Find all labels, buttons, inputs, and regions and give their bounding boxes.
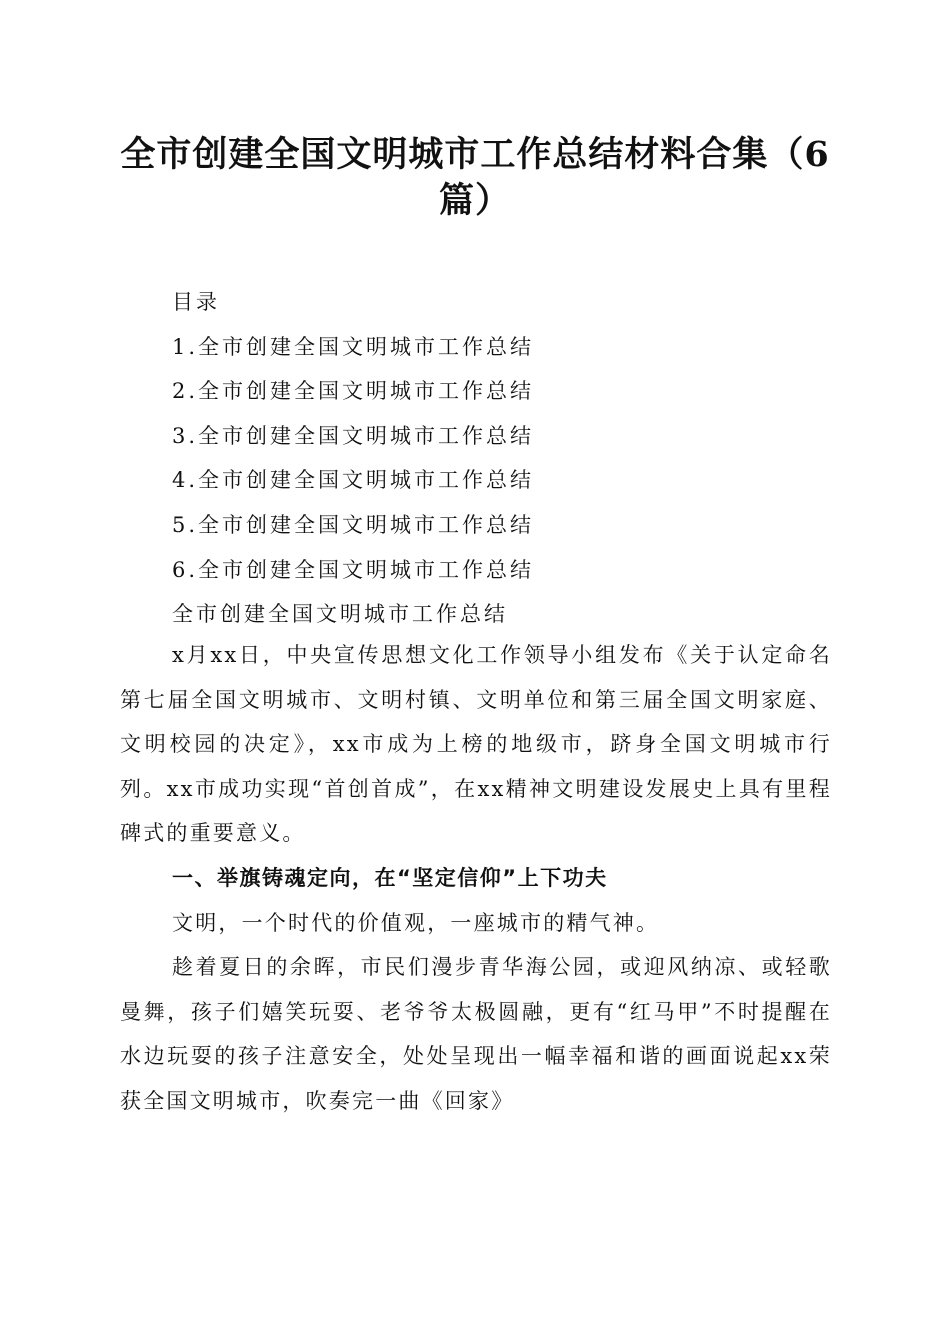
- body-paragraph: 文明，一个时代的价值观，一座城市的精气神。: [172, 910, 660, 935]
- toc-item: 4.全市创建全国文明城市工作总结: [172, 468, 535, 493]
- body-paragraph: x月xx日，中央宣传思想文化工作领导小组发布《关于认定命名第七届全国文明城市、文明村镇、文明单位和第三届全国文明家庭、文明校园的决定》，xx市成为上榜的地级市，跻身全国文明城市行列。xx市成功实现“首创首成”，在xx精神文明建设发展史上具有里程碑式的重要意义。: [120, 643, 832, 846]
- toc-heading: 目录: [172, 290, 220, 314]
- body-paragraph: 趁着夏日的余晖，市民们漫步青华海公园，或迎风纳凉、或轻歌曼舞，孩子们嬉笑玩耍、老爷爷太极圆融，更有“红马甲”不时提醒在水边玩耍的孩子注意安全，处处呈现出一幅幸福和谐的画面说起xx荣获全国文明城市，吹奏完一曲《回家》: [120, 955, 832, 1113]
- document-title: 全市创建全国文明城市工作总结材料合集（6篇）: [120, 134, 830, 221]
- section-title: 全市创建全国文明城市工作总结: [172, 602, 508, 627]
- toc-item: 5.全市创建全国文明城市工作总结: [172, 512, 535, 537]
- toc-item: 1.全市创建全国文明城市工作总结: [172, 334, 535, 359]
- toc-item: 3.全市创建全国文明城市工作总结: [172, 423, 535, 448]
- document-body: [120, 633, 832, 1124]
- toc-item: 2.全市创建全国文明城市工作总结: [172, 379, 535, 404]
- section-heading: 一、举旗铸魂定向，在“坚定信仰”上下功夫: [172, 865, 608, 890]
- toc-item: 6.全市创建全国文明城市工作总结: [172, 557, 535, 582]
- table-of-contents: [172, 280, 534, 637]
